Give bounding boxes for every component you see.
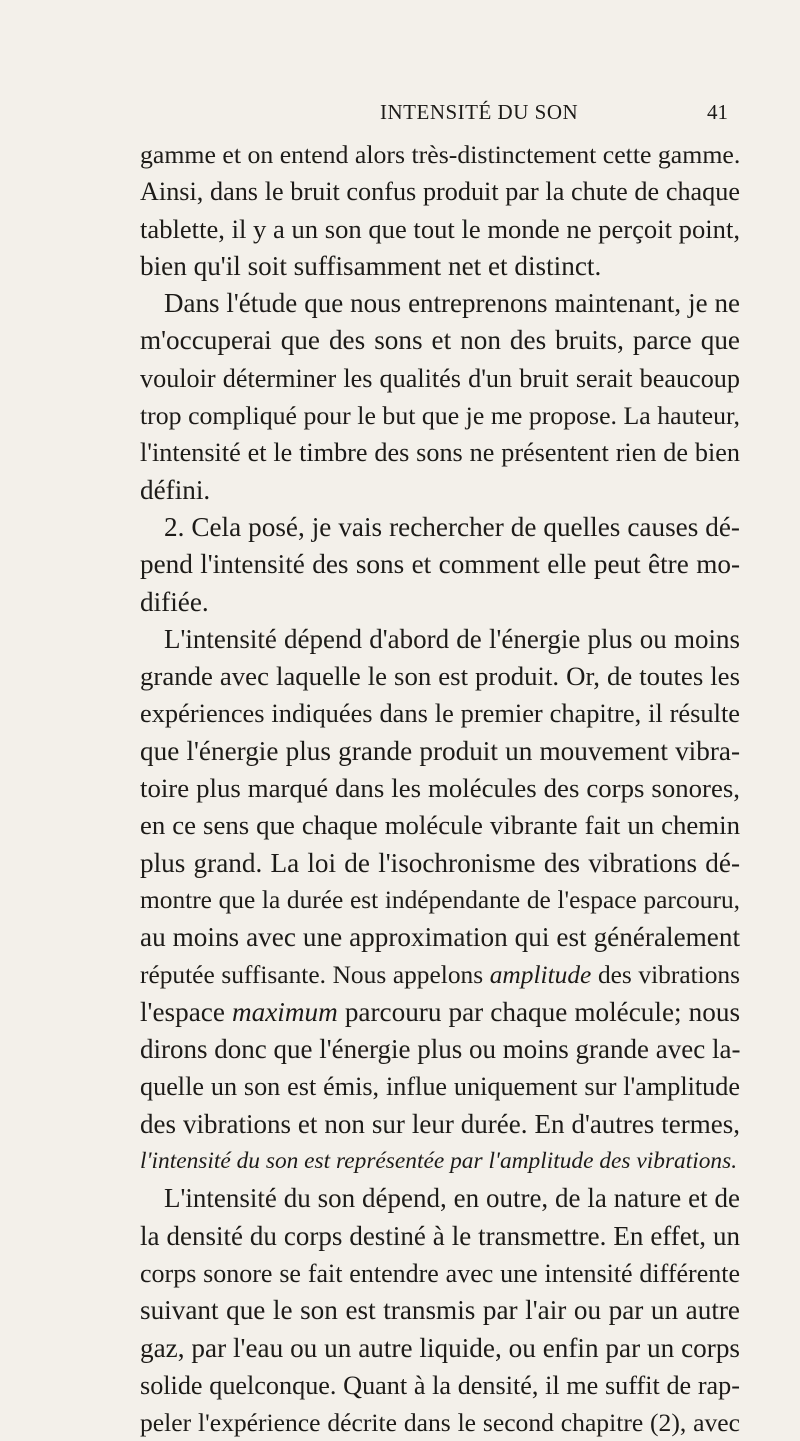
text-line <box>140 658 740 695</box>
text-segment: grande avec laquelle le son est produit. Or, de toutes les <box>140 661 740 692</box>
text-line <box>140 1031 740 1068</box>
text-segment: 2. Cela posé, je vais rechercher de quelles causes dé- <box>164 511 740 542</box>
italic-segment: amplitude <box>489 960 592 989</box>
text-line <box>140 211 740 248</box>
text-segment: au moins avec une approximation qui est généralement <box>140 922 740 953</box>
text-line <box>140 770 740 807</box>
text-line <box>140 882 740 919</box>
italic-segment: maximum <box>232 996 338 1027</box>
text-segment: gaz, par l'eau ou un autre liquide, ou enfin par un corps <box>140 1332 740 1363</box>
text-line <box>140 136 740 173</box>
text-line <box>140 322 740 359</box>
text-segment: trop compliqué pour le but que je me propose. La hauteur, <box>140 401 740 431</box>
text-segment: m'occuperai que des sons et non des bruits, parce que <box>140 325 740 356</box>
running-title: INTENSITÉ DU SON <box>380 100 579 124</box>
page-number: 41 <box>707 100 728 124</box>
text-segment: difiée. <box>140 586 209 617</box>
text-segment: des vibrations et non sur leur durée. En d'autres termes, <box>140 1108 740 1139</box>
text-segment: la densité du corps destiné à le transmettre. En effet, un <box>140 1220 740 1251</box>
text-segment: solide quelconque. Quant à la densité, il me suffit de rap- <box>140 1370 740 1400</box>
italic-segment: l'intensité du son est représentée par l'amplitude des vibrations. <box>140 1148 738 1175</box>
text-line <box>140 546 740 583</box>
text-line <box>140 509 740 546</box>
text-segment: que l'énergie plus grande produit un mouvement vibra- <box>140 735 740 766</box>
text-segment: Ainsi, dans le bruit confus produit par la chute de chaque <box>140 177 740 207</box>
text-segment: réputée suffisante. Nous appelons <box>140 960 484 989</box>
text-line <box>140 472 740 509</box>
text-segment: corps sonore se fait entendre avec une intensité différente <box>140 1258 740 1288</box>
text-line <box>140 1180 740 1217</box>
text-line <box>140 919 740 956</box>
text-segment: l'intensité et le timbre des sons ne présentent rien de bien <box>140 438 740 468</box>
text-line <box>140 248 740 285</box>
text-segment: dirons donc que l'énergie plus ou moins grande avec la- <box>140 1034 741 1065</box>
text-segment: peler l'expérience décrite dans le second chapitre (2), avec <box>140 1408 740 1438</box>
text-segment: L'intensité du son dépend, en outre, de la nature et de <box>164 1183 740 1214</box>
text-segment: tablette, il y a un son que tout le monde ne perçoit point, <box>140 213 740 244</box>
text-line <box>140 584 740 621</box>
text-line <box>140 397 740 434</box>
text-line <box>140 807 740 844</box>
text-segment: défini. <box>140 474 211 505</box>
text-line <box>140 1106 740 1143</box>
text-segment: expériences indiquées dans le premier chapitre, il résulte <box>140 698 740 729</box>
text-line <box>140 695 740 732</box>
text-line <box>140 1404 740 1441</box>
text-segment: parcouru par chaque molécule; nous <box>344 996 741 1027</box>
text-line <box>140 1143 740 1180</box>
text-line <box>140 621 740 658</box>
text-segment: plus grand. La loi de l'isochronisme des vibrations dé- <box>140 847 740 878</box>
text-line <box>140 845 740 882</box>
text-line <box>140 434 740 471</box>
text-segment: l'espace <box>140 996 225 1027</box>
text-line <box>140 957 740 994</box>
running-header <box>140 100 740 130</box>
text-line <box>140 994 740 1031</box>
text-line <box>140 1255 740 1292</box>
text-line <box>140 1367 740 1404</box>
body-text <box>140 136 740 1441</box>
text-line <box>140 360 740 397</box>
text-segment: des vibrations <box>597 960 740 989</box>
text-segment: pend l'intensité des sons et comment elle peut être mo- <box>140 549 740 580</box>
text-segment: en ce sens que chaque molécule vibrante fait un chemin <box>140 810 740 841</box>
text-segment: suivant que le son est transmis par l'air ou par un autre <box>140 1295 740 1326</box>
text-segment: gamme et on entend alors très-distinctement cette gamme. <box>140 140 741 169</box>
text-line <box>140 173 740 210</box>
text-segment: L'intensité dépend d'abord de l'énergie plus ou moins <box>164 623 740 654</box>
text-line <box>140 733 740 770</box>
text-segment: montre que la durée est indépendante de l'espace parcouru, <box>140 885 740 914</box>
text-segment: bien qu'il soit suffisamment net et distinct. <box>140 250 602 281</box>
text-segment: Dans l'étude que nous entreprenons maintenant, je ne <box>164 288 740 319</box>
text-line <box>140 1292 740 1329</box>
text-line <box>140 1218 740 1255</box>
text-line <box>140 285 740 322</box>
text-segment: quelle un son est émis, influe uniquement sur l'amplitude <box>140 1072 740 1102</box>
text-segment: toire plus marqué dans les molécules des corps sonores, <box>140 773 740 804</box>
text-segment: vouloir déterminer les qualités d'un bruit serait beaucoup <box>140 363 740 393</box>
text-line <box>140 1068 740 1105</box>
text-line <box>140 1330 740 1367</box>
